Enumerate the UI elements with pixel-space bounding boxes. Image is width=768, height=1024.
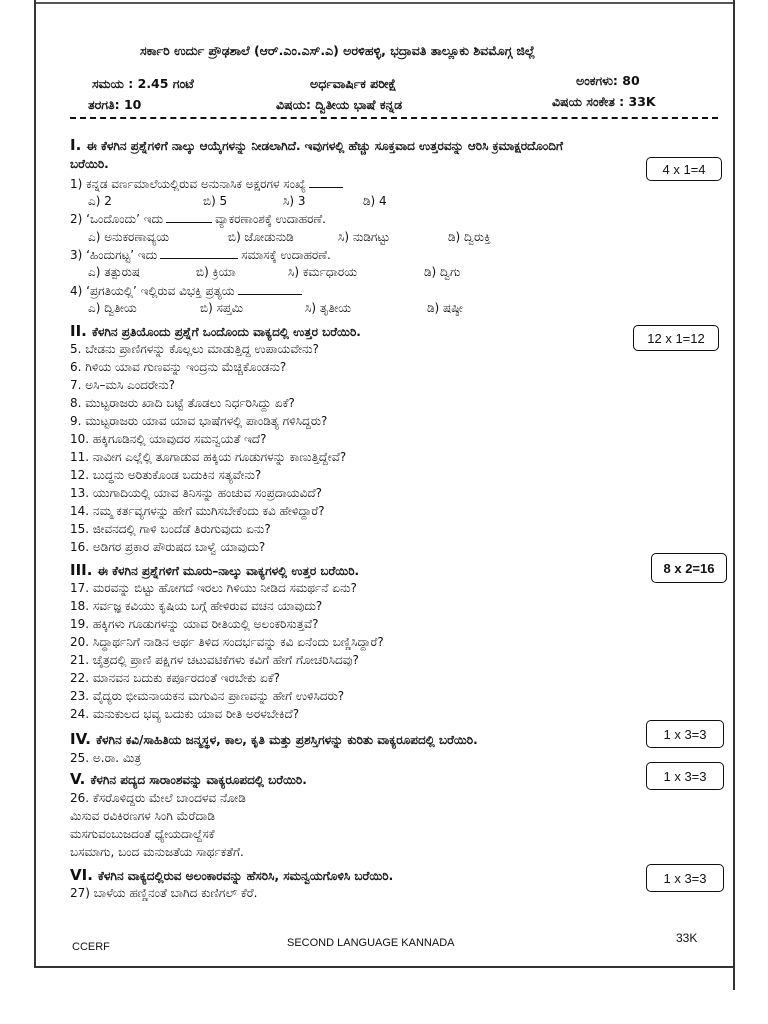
- section-1-heading-cont: ಬರೆಯಿರಿ.: [70, 157, 109, 171]
- section-5-marks-box: 1 x 3=3: [646, 762, 724, 790]
- question-15: 15. ಜೀವನದಲ್ಲಿ ಗಾಳಿ ಬಂದೆಡೆ ತಿರುಗುವುದು ಏನು?: [70, 522, 271, 536]
- section-number: I.: [70, 136, 82, 154]
- question-text: 4) ‘ಪ್ರಗತಿಯಲ್ಲಿ’ ಇಲ್ಲಿರುವ ವಿಭಕ್ತಿ ಪ್ರತ್ಯಯ: [70, 284, 235, 298]
- q1-option-a: ಎ) 2: [88, 194, 112, 208]
- question-16: 16. ಅಡಿಗರ ಪ್ರಕಾರ ಪೌರುಷದ ಬಾಳ್ವೆ ಯಾವುದು?: [70, 540, 266, 554]
- section-3-heading: [70, 562, 359, 578]
- question-1: [70, 178, 346, 190]
- subject-label: ವಿಷಯ: ದ್ವಿತೀಯ ಭಾಷೆ ಕನ್ನಡ: [276, 97, 403, 112]
- section-4-heading: [70, 731, 478, 747]
- exam-title: ಅರ್ಧವಾರ್ಷಿಕ ಪರೀಕ್ಷೆ: [310, 76, 397, 91]
- q4-option-b: ಬಿ) ಸಪ್ತಮಿ: [200, 301, 244, 315]
- section-title: ಈ ಕೆಳಗಿನ ಪ್ರಶ್ನೆಗಳಿಗೆ ಮೂರು–ನಾಲ್ಕು ವಾಕ್ಯಗಳಲ್ಲಿ ಉತ್ತರ ಬರೆಯಿರಿ.: [97, 564, 360, 578]
- section-6-heading: [70, 867, 393, 883]
- q4-option-d: ಡಿ) ಷಷ್ಠೀ: [427, 301, 463, 315]
- section-2-marks-box: 12 x 1=12: [633, 325, 719, 351]
- footer-center: SECOND LANGUAGE KANNADA: [287, 937, 455, 949]
- question-3: [70, 249, 331, 261]
- q4-option-a: ಎ) ದ್ವಿತೀಯ: [88, 301, 137, 315]
- section-number: IV.: [70, 730, 91, 748]
- section-3-marks-box: 8 x 2=16: [651, 553, 727, 583]
- q1-option-b: ಬಿ) 5: [203, 194, 228, 208]
- question-text: 2) ‘ಒಂದೊಂದು’ ಇದು: [70, 212, 164, 226]
- question-19: 19. ಹಕ್ಕಿಗಳು ಗೂಡುಗಳನ್ನು ಯಾವ ರೀತಿಯಲ್ಲಿ ಅಲಂಕರಿಸುತ್ತವೆ?: [70, 617, 319, 631]
- section-title: ಕೆಳಗಿನ ಕವಿ/ಸಾಹಿತಿಯ ಜನ್ಮಸ್ಥಳ, ಕಾಲ, ಕೃತಿ ಮತ್ತು ಪ್ರಶಸ್ತಿಗಳನ್ನು ಕುರಿತು ವಾಕ್ಯರೂಪದಲ್ಲಿ ಬರೆಯಿರಿ.: [96, 733, 478, 747]
- footer-left: CCERF: [72, 941, 110, 953]
- question-9: 9. ಮುಟ್ಟರಾಜರು ಯಾವ ಯಾವ ಭಾಷೆಗಳಲ್ಲಿ ಪಾಂಡಿತ್ಯ ಗಳಿಸಿದ್ದರು?: [70, 414, 328, 428]
- q4-option-c: ಸಿ) ತೃತೀಯ: [305, 301, 352, 315]
- poem-line-2: ಮಿಸುವ ರವಿಕಿರಣಗಳ ಸಿಂಗಿ ಮೆರೆದಾಡಿ: [70, 809, 215, 823]
- section-1-marks-box: 4 x 1=4: [646, 157, 722, 181]
- q2-option-d: ಡಿ) ದ್ವಿರುಕ್ತಿ: [448, 230, 491, 244]
- poem-line-3: ಮಸಗುವಂಬುಜದಂತೆ ಧ್ಯೇಯದಾಲ್ದೆಸಕೆ: [70, 827, 215, 841]
- poem-line-4: ಬಸಮಾಗು, ಬಂದ ಮನುಜತೆಯ ಸಾರ್ಥಕತೆಗೆ.: [70, 845, 244, 859]
- section-number: VI.: [70, 866, 93, 884]
- question-12: 12. ಬುದ್ಧನು ಅರಿತುಕೊಂಡ ಬದುಕಿನ ಸತ್ಯವೇನು?: [70, 468, 262, 482]
- border-left: [34, 0, 36, 968]
- q2-option-b: ಬಿ) ಜೋಡುನುಡಿ: [228, 230, 294, 244]
- section-1-heading: [70, 137, 563, 153]
- section-title: ಈ ಕೆಳಗಿನ ಪ್ರಶ್ನೆಗಳಿಗೆ ನಾಲ್ಕು ಆಯ್ಕೆಗಳನ್ನು ನೀಡಲಾಗಿದೆ. ಇವುಗಳಲ್ಲಿ ಹೆಚ್ಚು ಸೂಕ್ತವಾದ ಉತ್ತರವನ್ನು ಆರಿಸಿ ಕ್ರಮಾಕ್ಷರದೊಂದಿಗೆ: [86, 139, 563, 153]
- question-text-cont: ವ್ಯಾಕರಣಾಂಶಕ್ಕೆ ಉದಾಹರಣೆ.: [215, 212, 326, 226]
- question-2: [70, 213, 326, 225]
- q3-option-d: ಡಿ) ದ್ವಿಗು: [424, 265, 461, 279]
- section-number: V.: [70, 770, 86, 788]
- section-title: ಕೆಳಗಿನ ಪ್ರತಿಯೊಂದು ಪ್ರಶ್ನೆಗೆ ಒಂದೊಂದು ವಾಕ್ಯದಲ್ಲಿ ಉತ್ತರ ಬರೆಯಿರಿ.: [91, 325, 361, 339]
- question-27: 27) ಬಾಳೆಯ ಹಣ್ಣಿನಂತೆ ಬಾಗಿದ ಕುಣಿಗಲ್ ಕೆರೆ.: [70, 886, 258, 900]
- footer-right: 33K: [676, 931, 698, 945]
- question-6: 6. ಗಿಳಿಯ ಯಾವ ಗುಣವನ್ನು ಇಂದ್ರನು ಮೆಚ್ಚಿಕೊಂಡನು?: [70, 360, 287, 374]
- question-10: 10. ಹಕ್ಕಿಗೂಡಿನಲ್ಲಿ ಯಾವುದರ ಸಮನ್ವಯತೆ ಇದೆ?: [70, 432, 267, 446]
- q1-option-c: ಸಿ) 3: [283, 194, 306, 208]
- answer-blank: [238, 294, 302, 295]
- section-2-heading: [70, 323, 361, 339]
- question-21: 21. ಚೈತ್ರದಲ್ಲಿ ಪ್ರಾಣಿ ಪಕ್ಷಿಗಳ ಚಟುವಟಿಕೆಗಳು ಕವಿಗೆ ಹೇಗೆ ಗೋಚರಿಸಿದವು?: [70, 653, 359, 667]
- border-bottom: [34, 966, 734, 968]
- total-marks: ಅಂಕಗಳು: 80: [576, 73, 640, 88]
- school-name: ಸರ್ಕಾರಿ ಉರ್ದು ಪ್ರೌಢಶಾಲೆ (ಆರ್.ಎಂ.ಎಸ್.ಎ) ಅರಳಿಹಳ್ಳಿ, ಭದ್ರಾವತಿ ತಾಲ್ಲೂಕು ಶಿವಮೊಗ್ಗ ಜಿಲ್ಲೆ: [140, 43, 536, 58]
- question-25: 25. ಅ.ರಾ. ಮಿತ್ರ: [70, 751, 142, 765]
- border-right: [733, 0, 735, 990]
- section-number: III.: [70, 561, 93, 579]
- q3-option-c: ಸಿ) ಕರ್ಮಧಾರಯ: [288, 265, 358, 279]
- question-text: 1) ಕನ್ನಡ ವರ್ಣಮಾಲೆಯಲ್ಲಿರುವ ಅನುನಾಸಿಕ ಅಕ್ಷರಗಳ ಸಂಖ್ಯೆ: [70, 177, 306, 191]
- question-20: 20. ಸಿದ್ಧಾರ್ಥನಿಗೆ ನಾಡಿನ ಅರ್ಥ ತಿಳಿದ ಸಂದರ್ಭವನ್ನು ಕವಿ ಏನೆಂದು ಬಣ್ಣಿಸಿದ್ದಾರೆ?: [70, 635, 384, 649]
- q1-option-d: ಡಿ) 4: [363, 194, 387, 208]
- section-6-marks-box: 1 x 3=3: [646, 864, 724, 892]
- border-top: [34, 2, 734, 4]
- question-11: 11. ನಾವೀಗ ಎಲ್ಲೆಲ್ಲಿ ತೂಗಾಡುವ ಹಕ್ಕಿಯ ಗೂಡುಗಳನ್ನು ಕಾಣುತ್ತಿದ್ದೇವೆ?: [70, 450, 347, 464]
- class-label: ತರಗತಿ: 10: [88, 97, 142, 112]
- section-title: ಕೆಳಗಿನ ವಾಕ್ಯದಲ್ಲಿರುವ ಅಲಂಕಾರವನ್ನು ಹೆಸರಿಸಿ, ಸಮನ್ವಯಗೊಳಿಸಿ ಬರೆಯಿರಿ.: [97, 869, 394, 883]
- question-23: 23. ವೈದ್ಯರು ಭೀಮನಾಯಕನ ಮಗುವಿನ ಪ್ರಾಣವನ್ನು ಹೇಗೆ ಉಳಿಸಿದರು?: [70, 689, 345, 703]
- answer-blank: [160, 258, 238, 259]
- page-left-margin: [0, 0, 35, 1024]
- question-24: 24. ಮನುಕುಲದ ಭವ್ಯ ಬದುಕು ಯಾವ ರೀತಿ ಅರಳಬೇಕಿದೆ?: [70, 707, 300, 721]
- section-title: ಕೆಳಗಿನ ಪದ್ಯದ ಸಾರಾಂಶವನ್ನು ವಾಕ್ಯರೂಪದಲ್ಲಿ ಬರೆಯಿರಿ.: [90, 773, 307, 787]
- answer-blank: [166, 222, 212, 223]
- question-text: 3) ‘ಹಿಂದುಗಟ್ಟ’ ಇದು: [70, 248, 158, 262]
- question-8: 8. ಮುಟ್ಟರಾಜರು ಖಾದಿ ಬಟ್ಟೆ ತೊಡಲು ನಿರ್ಧರಿಸಿದ್ದು ಏಕೆ?: [70, 396, 295, 410]
- question-22: 22. ಮಾನವನ ಬದುಕು ಕರ್ಪೂರದಂತೆ ಇರಬೇಕು ಏಕೆ?: [70, 671, 281, 685]
- q2-option-c: ಸಿ) ನುಡಿಗಟ್ಟು: [338, 230, 390, 244]
- question-4: [70, 285, 305, 297]
- poem-line-1: 26. ಕೆಸರೊಳಿದ್ದರು ಮೇಲೆ ಬಾಂದಳವ ನೋಡಿ: [70, 791, 246, 805]
- question-17: 17. ಮರವನ್ನು ಬಿಟ್ಟು ಹೋಗದೆ ಇರಲು ಗಿಳಿಯು ನೀಡಿದ ಸಮರ್ಥನೆ ಏನು?: [70, 581, 357, 595]
- section-5-heading: [70, 771, 307, 787]
- section-number: II.: [70, 322, 87, 340]
- question-text-cont: ಸಮಾಸಕ್ಕೆ ಉದಾಹರಣೆ.: [241, 248, 331, 262]
- section-4-marks-box: 1 x 3=3: [646, 720, 724, 748]
- question-5: 5. ಬೇಡನು ಪ್ರಾಣಿಗಳನ್ನು ಕೊಲ್ಲಲು ಮಾಡುತ್ತಿದ್ದ ಉಪಾಯವೇನು?: [70, 342, 319, 356]
- question-18: 18. ಸರ್ವಜ್ಞ ಕವಿಯು ಕೃಷಿಯ ಬಗ್ಗೆ ಹೇಳಿರುವ ವಚನ ಯಾವುದು?: [70, 599, 323, 613]
- answer-blank: [309, 187, 343, 188]
- q3-option-b: ಬಿ) ಕ್ರಿಯಾ: [196, 265, 236, 279]
- exam-time: ಸಮಯ : 2.45 ಗಂಟೆ: [92, 76, 194, 91]
- question-7: 7. ಅಸಿ–ಮಸಿ ಎಂದರೇನು?: [70, 378, 176, 392]
- subject-code: ವಿಷಯ ಸಂಕೇತ : 33K: [552, 94, 656, 109]
- q3-option-a: ಎ) ತತ್ಪುರುಷ: [88, 265, 140, 279]
- q2-option-a: ಎ) ಅನುಕರಣಾವ್ಯಯ: [88, 230, 170, 244]
- header-divider: [70, 117, 718, 119]
- question-14: 14. ನಮ್ಮ ಕರ್ತವ್ಯಗಳನ್ನು ಹೇಗೆ ಮುಗಿಸಬೇಕೆಂದು ಕವಿ ಹೇಳಿದ್ದಾರೆ?: [70, 504, 325, 518]
- question-13: 13. ಯುಗಾದಿಯಲ್ಲಿ ಯಾವ ತಿನಿಸನ್ನು ಹಂಚುವ ಸಂಪ್ರದಾಯವಿದೆ?: [70, 486, 322, 500]
